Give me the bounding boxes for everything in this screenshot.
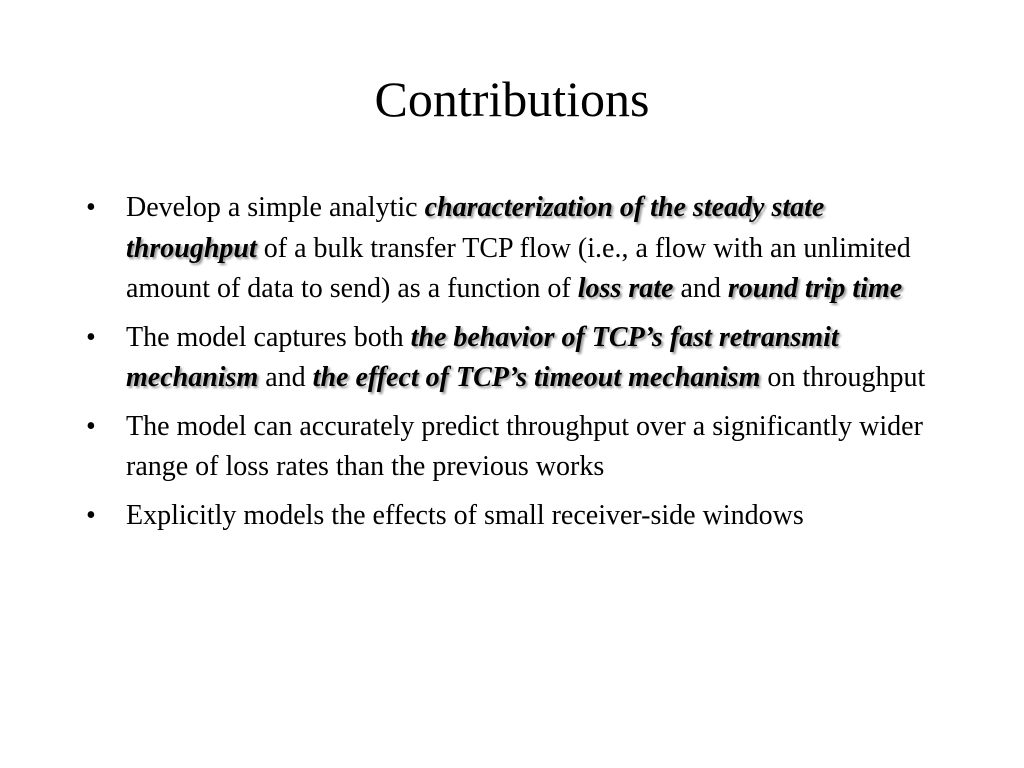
bullet-dot: •	[86, 192, 96, 223]
bullet-item	[86, 318, 936, 399]
bullet-text-segment: on throughput	[760, 362, 926, 393]
emphasized-phrase: round trip time	[727, 273, 903, 304]
bullet-text-segment: and	[258, 362, 313, 393]
bullet-text-segment: Develop a simple analytic	[126, 192, 425, 223]
slide-title: Contributions	[374, 71, 650, 127]
bullet-dot: •	[86, 321, 96, 353]
emphasized-phrase: the effect of TCP’s timeout mechanism	[312, 362, 761, 393]
emphasized-phrase: the behavior of TCP’s fast retransmit mechanism	[126, 321, 839, 393]
emphasized-phrase: characterization of the steady state throughput	[126, 192, 825, 264]
bullet-dot: •	[86, 499, 96, 531]
bullet-text-segment: of a bulk transfer TCP flow (i.e., a flow with an unlimited amount of data to send) as a function of	[126, 232, 911, 304]
bullet-text-segment: Explicitly models the effects of small receiver-side windows	[126, 499, 804, 531]
bullet-item	[86, 407, 936, 488]
bullet-list	[86, 188, 936, 544]
bullet-dot: •	[86, 410, 96, 442]
bullet-text-segment: The model captures both	[126, 321, 411, 353]
bullet-item	[86, 496, 936, 537]
bullet-text-segment: The model can accurately predict throughput over a significantly wider range of loss rates than the previous works	[126, 410, 923, 482]
emphasized-phrase: loss rate	[577, 273, 674, 304]
bullet-text-segment: and	[673, 273, 728, 304]
bullet-item	[86, 188, 936, 310]
